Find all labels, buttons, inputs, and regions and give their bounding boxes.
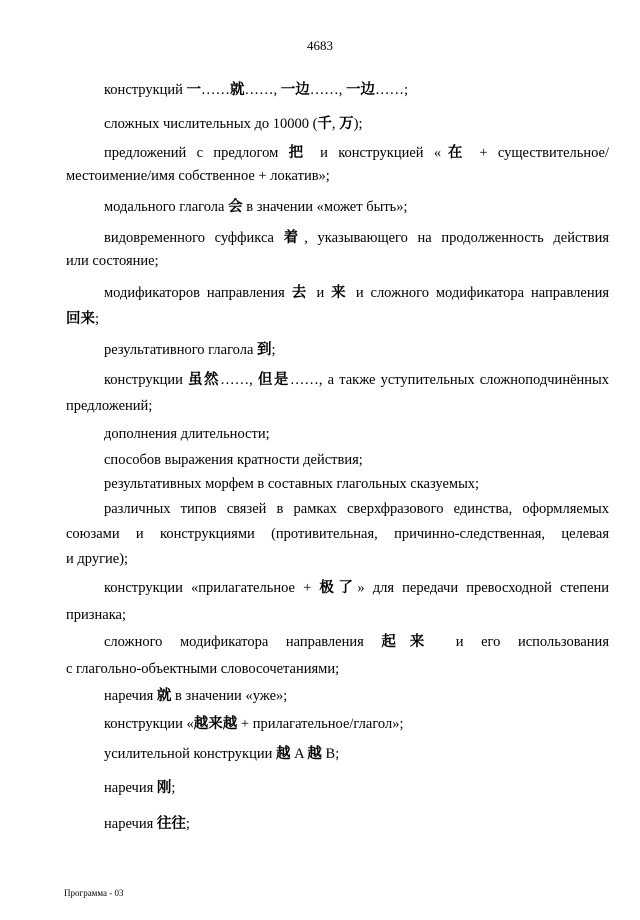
list-item-line: конструкции «прилагательное + 极了» для передачи превосходной степени (104, 580, 609, 596)
footer-label: Программа - 03 (64, 888, 124, 898)
list-item-line: различных типов связей в рамках сверхфразового единства, оформляемых (104, 501, 609, 517)
list-item-line: конструкции «越来越 + прилагательное/глагол»; (104, 716, 404, 732)
list-item-line: сложного модификатора направления 起来 и его использования (104, 634, 609, 650)
list-item-line: наречия 刚; (104, 780, 176, 796)
list-item-line: признака; (66, 607, 126, 623)
list-item-line: конструкций 一……就……, 一边……, 一边……; (104, 82, 409, 98)
list-item-line: дополнения длительности; (104, 426, 270, 442)
list-item-line: результативных морфем в составных глагольных сказуемых; (104, 476, 480, 492)
list-item-line: наречия 往往; (104, 816, 190, 832)
list-item-line: предложений с предлогом 把 и конструкцией «在 + существительное/ (104, 145, 609, 161)
list-item-line: и другие); (66, 551, 129, 567)
list-item-line: с глагольно-объектными словосочетаниями; (66, 661, 340, 677)
list-item-line: конструкции 虽然……, 但是……, а также уступительных сложноподчинённых (104, 372, 609, 388)
list-item-line: способов выражения кратности действия; (104, 452, 363, 468)
list-item-line: сложных числительных до 10000 (千, 万); (104, 116, 363, 132)
list-item-line: результативного глагола 到; (104, 342, 276, 358)
list-item-line: усилительной конструкции 越 A 越 B; (104, 746, 340, 762)
list-item-line: наречия 就 в значении «уже»; (104, 688, 288, 704)
list-item-line: или состояние; (66, 253, 159, 269)
list-item-line: союзами и конструкциями (противительная, причинно-следственная, целевая (66, 526, 609, 542)
list-item-line: модального глагола 会 в значении «может быть»; (104, 199, 408, 215)
list-item-line: 回来; (66, 311, 100, 327)
list-item-line: видовременного суффикса 着, указывающего на продолженность действия (104, 230, 609, 246)
page-number: 4683 (307, 38, 333, 53)
list-item-line: местоимение/имя собственное + локатив»; (66, 168, 330, 184)
list-item-line: предложений; (66, 398, 153, 414)
list-item-line: модификаторов направления 去 и 来 и сложного модификатора направления (104, 285, 609, 301)
